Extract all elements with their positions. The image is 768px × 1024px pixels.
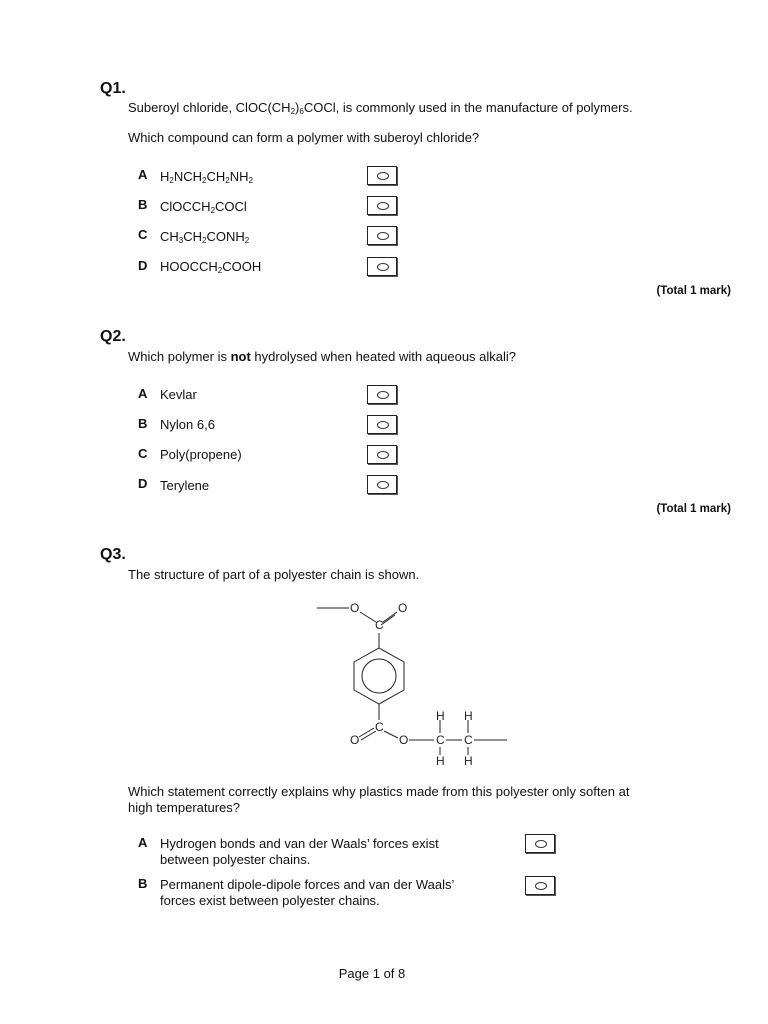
q1-answer-box-a[interactable] <box>367 166 397 185</box>
q1-intro: Suberoyl chloride, $ClOC(CH_2)_6COCl$, is commonly used in the manufacture of polymers. <box>128 100 633 116</box>
answer-oval-icon <box>535 882 547 890</box>
structure-atom-h: H <box>464 754 473 768</box>
q1-option-a-letter: A <box>138 167 148 182</box>
answer-oval-icon <box>377 232 389 240</box>
answer-oval-icon <box>377 421 389 429</box>
q1-option-d-letter: D <box>138 258 148 273</box>
q2-option-b-letter: B <box>138 416 148 431</box>
answer-oval-icon <box>377 451 389 459</box>
q2-option-a-text: Kevlar <box>160 387 197 402</box>
q2-number: Q2. <box>100 328 126 345</box>
page-number: Page 1 of 8 <box>338 966 406 981</box>
q2-answer-box-d[interactable] <box>367 475 397 494</box>
q3-option-a-letter: A <box>138 835 148 850</box>
structure-atom-c: C <box>375 618 384 632</box>
answer-oval-icon <box>377 263 389 271</box>
structure-atom-c: C <box>464 733 473 747</box>
q1-option-c-letter: C <box>138 227 148 242</box>
polyester-structure-diagram <box>300 592 520 772</box>
q1-question: Which compound can form a polymer with suberoyl chloride? <box>128 130 480 145</box>
structure-atom-o: O <box>398 601 408 615</box>
q1-answer-box-c[interactable] <box>367 226 397 245</box>
q3-number: Q3. <box>100 546 126 563</box>
structure-atom-o: O <box>350 733 360 747</box>
answer-oval-icon <box>377 202 389 210</box>
structure-atom-c: C <box>375 720 384 734</box>
structure-atom-c: C <box>436 733 445 747</box>
q2-option-a-letter: A <box>138 386 148 401</box>
q1-option-b-letter: B <box>138 197 148 212</box>
q1-number: Q1. <box>100 80 126 97</box>
structure-atom-h: H <box>464 709 473 723</box>
structure-atom-o: O <box>350 601 360 615</box>
answer-oval-icon <box>535 840 547 848</box>
answer-oval-icon <box>377 172 389 180</box>
q3-option-b-letter: B <box>138 876 148 891</box>
q1-option-d-text: $HOOCCH_2COOH$ <box>160 259 262 275</box>
q1-option-a-text: $H_2NCH_2CH_2NH_2$ <box>160 169 253 185</box>
q2-option-c-text: Poly(propene) <box>160 447 242 462</box>
q2-answer-box-c[interactable] <box>367 445 397 464</box>
structure-atom-o: O <box>399 733 409 747</box>
q1-answer-box-d[interactable] <box>367 257 397 276</box>
q3-option-b-text: Permanent dipole-dipole forces and van der Waals’ forces exist between polyester chains. <box>160 877 455 908</box>
q2-answer-box-a[interactable] <box>367 385 397 404</box>
q2-option-c-letter: C <box>138 446 148 461</box>
q3-option-a-text: Hydrogen bonds and van der Waals’ forces exist between polyester chains. <box>160 836 439 867</box>
q2-total-mark: (Total 1 mark) <box>656 503 731 515</box>
q3-answer-box-a[interactable] <box>525 834 555 853</box>
structure-atom-h: H <box>436 754 445 768</box>
q1-option-c-text: $CH_3CH_2CONH_2$ <box>160 229 250 245</box>
q3-answer-box-b[interactable] <box>525 876 555 895</box>
q2-option-b-text: Nylon 6,6 <box>160 417 215 432</box>
answer-oval-icon <box>377 391 389 399</box>
q3-question: Which statement correctly explains why plastics made from this polyester only soften at high temperatures? <box>128 784 630 815</box>
q1-answer-box-b[interactable] <box>367 196 397 215</box>
q1-total-mark: (Total 1 mark) <box>656 285 731 297</box>
q2-option-d-text: Terylene <box>160 478 210 493</box>
answer-oval-icon <box>377 481 389 489</box>
structure-atom-h: H <box>436 709 445 723</box>
q3-intro: The structure of part of a polyester chain is shown. <box>128 567 420 582</box>
q2-answer-box-b[interactable] <box>367 415 397 434</box>
q2-question: Which polymer is not hydrolysed when heated with aqueous alkali? <box>128 349 517 364</box>
q2-option-d-letter: D <box>138 476 148 491</box>
q1-option-b-text: ClOCCH$_2$COCl <box>160 199 247 215</box>
